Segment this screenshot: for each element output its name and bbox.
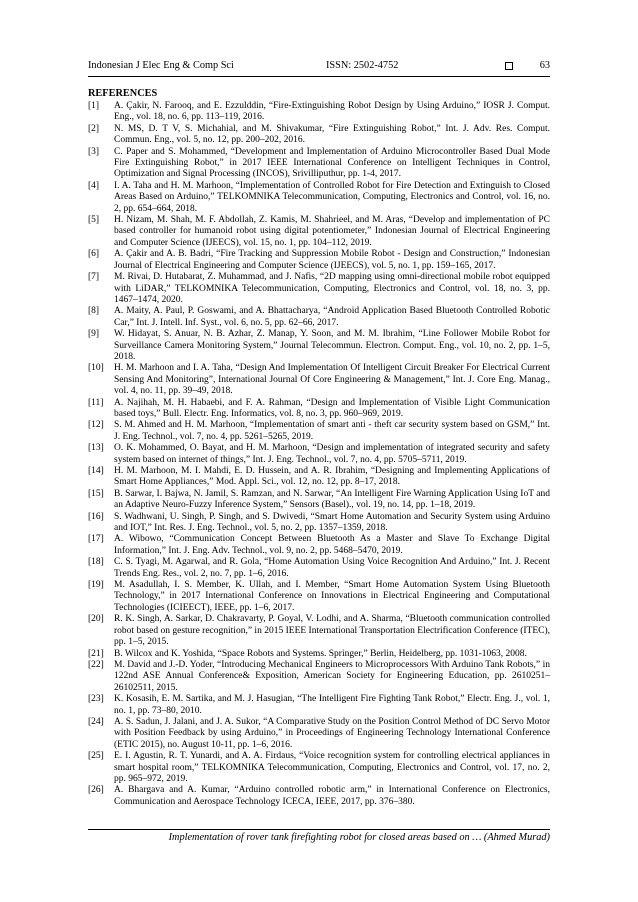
reference-number: [16] <box>88 511 104 522</box>
reference-number: [15] <box>88 488 104 499</box>
reference-text: M. Asadullah, I. S. Member, K. Ullah, and I. Member, “Smart Home Automation System Using Bluetooth Technology,” in 2017 International Conference on Innovations in Electrical Engineering and Computational Technologies (ICIEECT), IEEE, pp. 1–6, 2017. <box>114 580 550 613</box>
reference-number: [2] <box>88 123 100 134</box>
reference-item <box>88 660 550 694</box>
checkbox-square-icon <box>505 62 513 70</box>
reference-number: [8] <box>88 306 100 317</box>
reference-number: [17] <box>88 534 104 545</box>
reference-text: A. Bhargava and A. Kumar, “Arduino controlled robotic arm,” in International Conference on Electronics, Communication and Aerospace Technology ICECA, IEEE, 2017, pp. 376–380. <box>114 785 550 807</box>
reference-item <box>88 785 550 808</box>
reference-number: [7] <box>88 272 100 283</box>
reference-text: S. Wadhwani, U. Singh, P. Singh, and S. Dwivedi, “Smart Home Automation and Security System using Arduino and IOT,” Int. Res. J. Eng. Technol., vol. 5, no. 2, pp. 1357–1359, 2018. <box>114 511 550 534</box>
reference-item <box>88 614 550 648</box>
reference-text: A. S. Sadun, J. Jalani, and J. A. Sukor, “A Comparative Study on the Position Control Method of DC Servo Motor with Position Feedback by using Arduino,” in Proceedings of Engineering Technology International Conference (ETIC 2015), no. August 10-11, pp. 1–6, 2016. <box>114 716 550 750</box>
reference-item <box>88 215 550 249</box>
reference-number: [21] <box>88 648 104 659</box>
footer-rule <box>88 829 550 830</box>
reference-text: A. Çakir and A. B. Badri, “Fire Tracking and Suppression Mobile Robot - Design and Construction,” Indonesian Journal of Electrical Engineering and Computer Science (IJEECS), vol. 5, no. 1, pp. 159–165, 2017. <box>114 249 550 271</box>
reference-number: [12] <box>88 420 104 431</box>
reference-number: [26] <box>88 785 104 796</box>
reference-number: [24] <box>88 716 104 727</box>
reference-item <box>88 580 550 614</box>
reference-item <box>88 489 550 512</box>
reference-number: [20] <box>88 614 104 625</box>
reference-item <box>88 272 550 306</box>
reference-text: A. Wibowo, “Communication Concept Between Bluetooth As a Master and Slave To Exchange Digital Information,” Int. J. Eng. Adv. Technol., vol. 9, no. 2, pp. 5468–5470, 2019. <box>114 534 550 556</box>
reference-item <box>88 717 550 751</box>
reference-item <box>88 147 550 181</box>
reference-text: C. S. Tyagi, M. Agarwal, and R. Gola, “Home Automation Using Voice Recognition And Arduino,” Int. J. Recent Trends Eng. Res., vol. 2, no. 7, pp. 1–6, 2016. <box>114 557 550 579</box>
reference-text: N. MS, D. T V, S. Michahial, and M. Shivakumar, “Fire Extinguishing Robot,” Int. J. Adv. Res. Comput. Commun. Eng., vol. 5, no. 12, pp. 200–202, 2016. <box>114 123 550 146</box>
reference-number: [3] <box>88 146 100 157</box>
reference-item <box>88 557 550 580</box>
reference-text: H. M. Marhoon and I. A. Taha, “Design And Implementation Of Intelligent Circuit Breaker For Electrical Current Sensing And Monitoring”, International Journal Of Core Engineering & Management,” Int. J. Core Eng. Manag., vol. 4, no. 11, pp. 39–49, 2018. <box>114 363 550 397</box>
journal-name: Indonesian J Elec Eng & Comp Sci <box>88 60 234 71</box>
reference-number: [19] <box>88 580 104 591</box>
reference-number: [22] <box>88 659 104 670</box>
reference-item <box>88 512 550 535</box>
reference-item <box>88 181 550 215</box>
reference-item <box>88 751 550 785</box>
reference-number: [23] <box>88 694 104 705</box>
reference-number: [14] <box>88 466 104 476</box>
header-rule <box>88 76 550 77</box>
reference-text: H. Nizam, M. Shah, M. F. Abdollah, Z. Kamis, M. Shahrieel, and M. Aras, “Develop and implementation of PC based controller for humanoid robot using digital potentiometer,” Indonesian Journal of Electrical Engineering and Computer Science (IJEECS), vol. 15, no. 1, pp. 104–112, 2019. <box>114 215 550 248</box>
reference-number: [9] <box>88 329 100 340</box>
reference-text: W. Hidayat, S. Anuar, N. B. Azhar, Z. Manap, Y. Soon, and M. M. Ibrahim, “Line Follower Mobile Robot for Surveillance Camera Monitoring System,” Journal Telecommun. Electron. Comput. Eng., vol. 10, no. 2, pp. 1–5, 2018. <box>114 329 550 362</box>
reference-item <box>88 443 550 466</box>
reference-number: [25] <box>88 751 104 762</box>
reference-item <box>88 124 550 147</box>
reference-number: [13] <box>88 443 104 454</box>
reference-item <box>88 363 550 397</box>
reference-number: [5] <box>88 215 100 226</box>
reference-number: [11] <box>88 397 104 408</box>
reference-text: A. Najihah, M. H. Habaebi, and F. A. Rahman, “Design and Implementation of Visible Light Communication based toys,” Bull. Electr. Eng. Informatics, vol. 8, no. 3, pp. 960–969, 2019. <box>114 397 550 419</box>
references-heading: REFERENCES <box>88 88 158 99</box>
reference-text: M. David and J.-D. Yoder, “Introducing Mechanical Engineers to Microprocessors With Arduino Tank Robots,” in 122nd ASE Annual Conference& Exposition, American Society for Engineering Education, pp. 2610251–26102511, 2015. <box>114 659 550 693</box>
reference-text: A. Maity, A. Paul, P. Goswami, and A. Bhattacharya, “Android Application Based Bluetooth Controlled Robotic Car,” Int. J. Intell. Inf. Syst., vol. 6, no. 5, pp. 62–66, 2017. <box>114 306 550 328</box>
reference-item <box>88 249 550 272</box>
issn: ISSN: 2502-4752 <box>326 60 399 71</box>
reference-number: [4] <box>88 180 100 191</box>
reference-item <box>88 101 550 124</box>
reference-number: [1] <box>88 101 100 111</box>
reference-number: [6] <box>88 249 100 260</box>
reference-list <box>88 101 550 808</box>
page-header <box>88 60 550 76</box>
reference-item <box>88 398 550 421</box>
reference-text: R. K. Singh, A. Sarkar, D. Chakravarty, P. Goyal, V. Lodhi, and A. Sharma, “Bluetooth communication controlled robot based on gesture recognition,” in 2015 IEEE International Transportation Electrification Conference (ITEC), pp. 1–5, 2015. <box>114 614 550 648</box>
reference-text: C. Paper and S. Mohammed, “Development and Implementation of Arduino Microcontroller Based Dual Mode Fire Extinguishing Robot,” in 2017 IEEE International Conference on Intelligent Techniques in Control, Optimization and Signal Processing (INCOS), Srivilliputhur, pp. 1-4, 2017. <box>114 146 550 180</box>
reference-item <box>88 306 550 329</box>
reference-number: [10] <box>88 363 104 374</box>
reference-text: O. K. Mohammed, O. Bayat, and H. M. Marhoon, “Design and implementation of integrated security and safety system based on internet of things,” Int. J. Eng. Technol., vol. 7, no. 4, pp. 5705–5711, 2019. <box>114 443 550 465</box>
reference-text: A. Çakir, N. Farooq, and E. Ezzulddin, “Fire-Extinguishing Robot Design by Using Arduino,” IOSR J. Comput. Eng., vol. 18, no. 6, pp. 113–119, 2016. <box>114 101 550 123</box>
reference-text: K. Kosasih, E. M. Sartika, and M. J. Hasugian, “The Intelligent Fire Fighting Tank Robot,” Electr. Eng. J., vol. 1, no. 1, pp. 73–80, 2010. <box>114 694 550 716</box>
page-number: 63 <box>539 60 550 71</box>
reference-text: S. M. Ahmed and H. M. Marhoon, “Implementation of smart anti - theft car security system based on GSM,” Int. J. Eng. Technol., vol. 7, no. 4, pp. 5261–5265, 2019. <box>114 420 550 442</box>
reference-text: B. Sarwar, I. Bajwa, N. Jamil, S. Ramzan, and N. Sarwar, “An Intelligent Fire Warning Application Using IoT and an Adaptive Neuro-Fuzzy Inference System,” Sensors (Basel)., vol. 19, no. 14, pp. 1–18, 2019. <box>114 488 550 511</box>
reference-item <box>88 420 550 443</box>
reference-text: E. I. Agustin, R. T. Yunardi, and A. A. Firdaus, “Voice recognition system for controlling electrical appliances in smart hospital room,” TELKOMNIKA Telecommunication, Computing, Electronics and Control, vol. 17, no. 2, pp. 965–972, 2019. <box>114 751 550 784</box>
reference-number: [18] <box>88 557 104 568</box>
reference-item <box>88 649 550 660</box>
page-footer: Implementation of rover tank firefighting robot for closed areas based on … (Ahmed Murad) <box>168 832 550 843</box>
reference-text: M. Rivai, D. Hutabarat, Z. Muhammad, and J. Nafis, “2D mapping using omni-directional mobile robot equipped with LiDAR,” TELKOMNIKA Telecommunication, Computing, Electronics and Control, vol. 18, no. 3, pp. 1467–1474, 2020. <box>114 272 550 305</box>
reference-item <box>88 329 550 363</box>
reference-item <box>88 534 550 557</box>
reference-text: I. A. Taha and H. M. Marhoon, “Implementation of Controlled Robot for Fire Detection and Extinguish to Closed Areas Based on Arduino,” TELKOMNIKA Telecommunication, Computing, Electronics and Control, vol. 16, no. 2, pp. 654–664, 2018. <box>114 180 550 214</box>
reference-text: H. M. Marhoon, M. I. Mahdi, E. D. Hussein, and A. R. Ibrahim, “Designing and Implementing Applications of Smart Home Appliances,” Mod. Appl. Sci., vol. 12, no. 12, pp. 8–17, 2018. <box>114 466 550 488</box>
reference-item <box>88 694 550 717</box>
reference-text: B. Wilcox and K. Yoshida, “Space Robots and Systems. Springer,” Berlin, Heidelberg, pp. 1031-1063, 2008. <box>114 648 527 659</box>
reference-item <box>88 466 550 489</box>
